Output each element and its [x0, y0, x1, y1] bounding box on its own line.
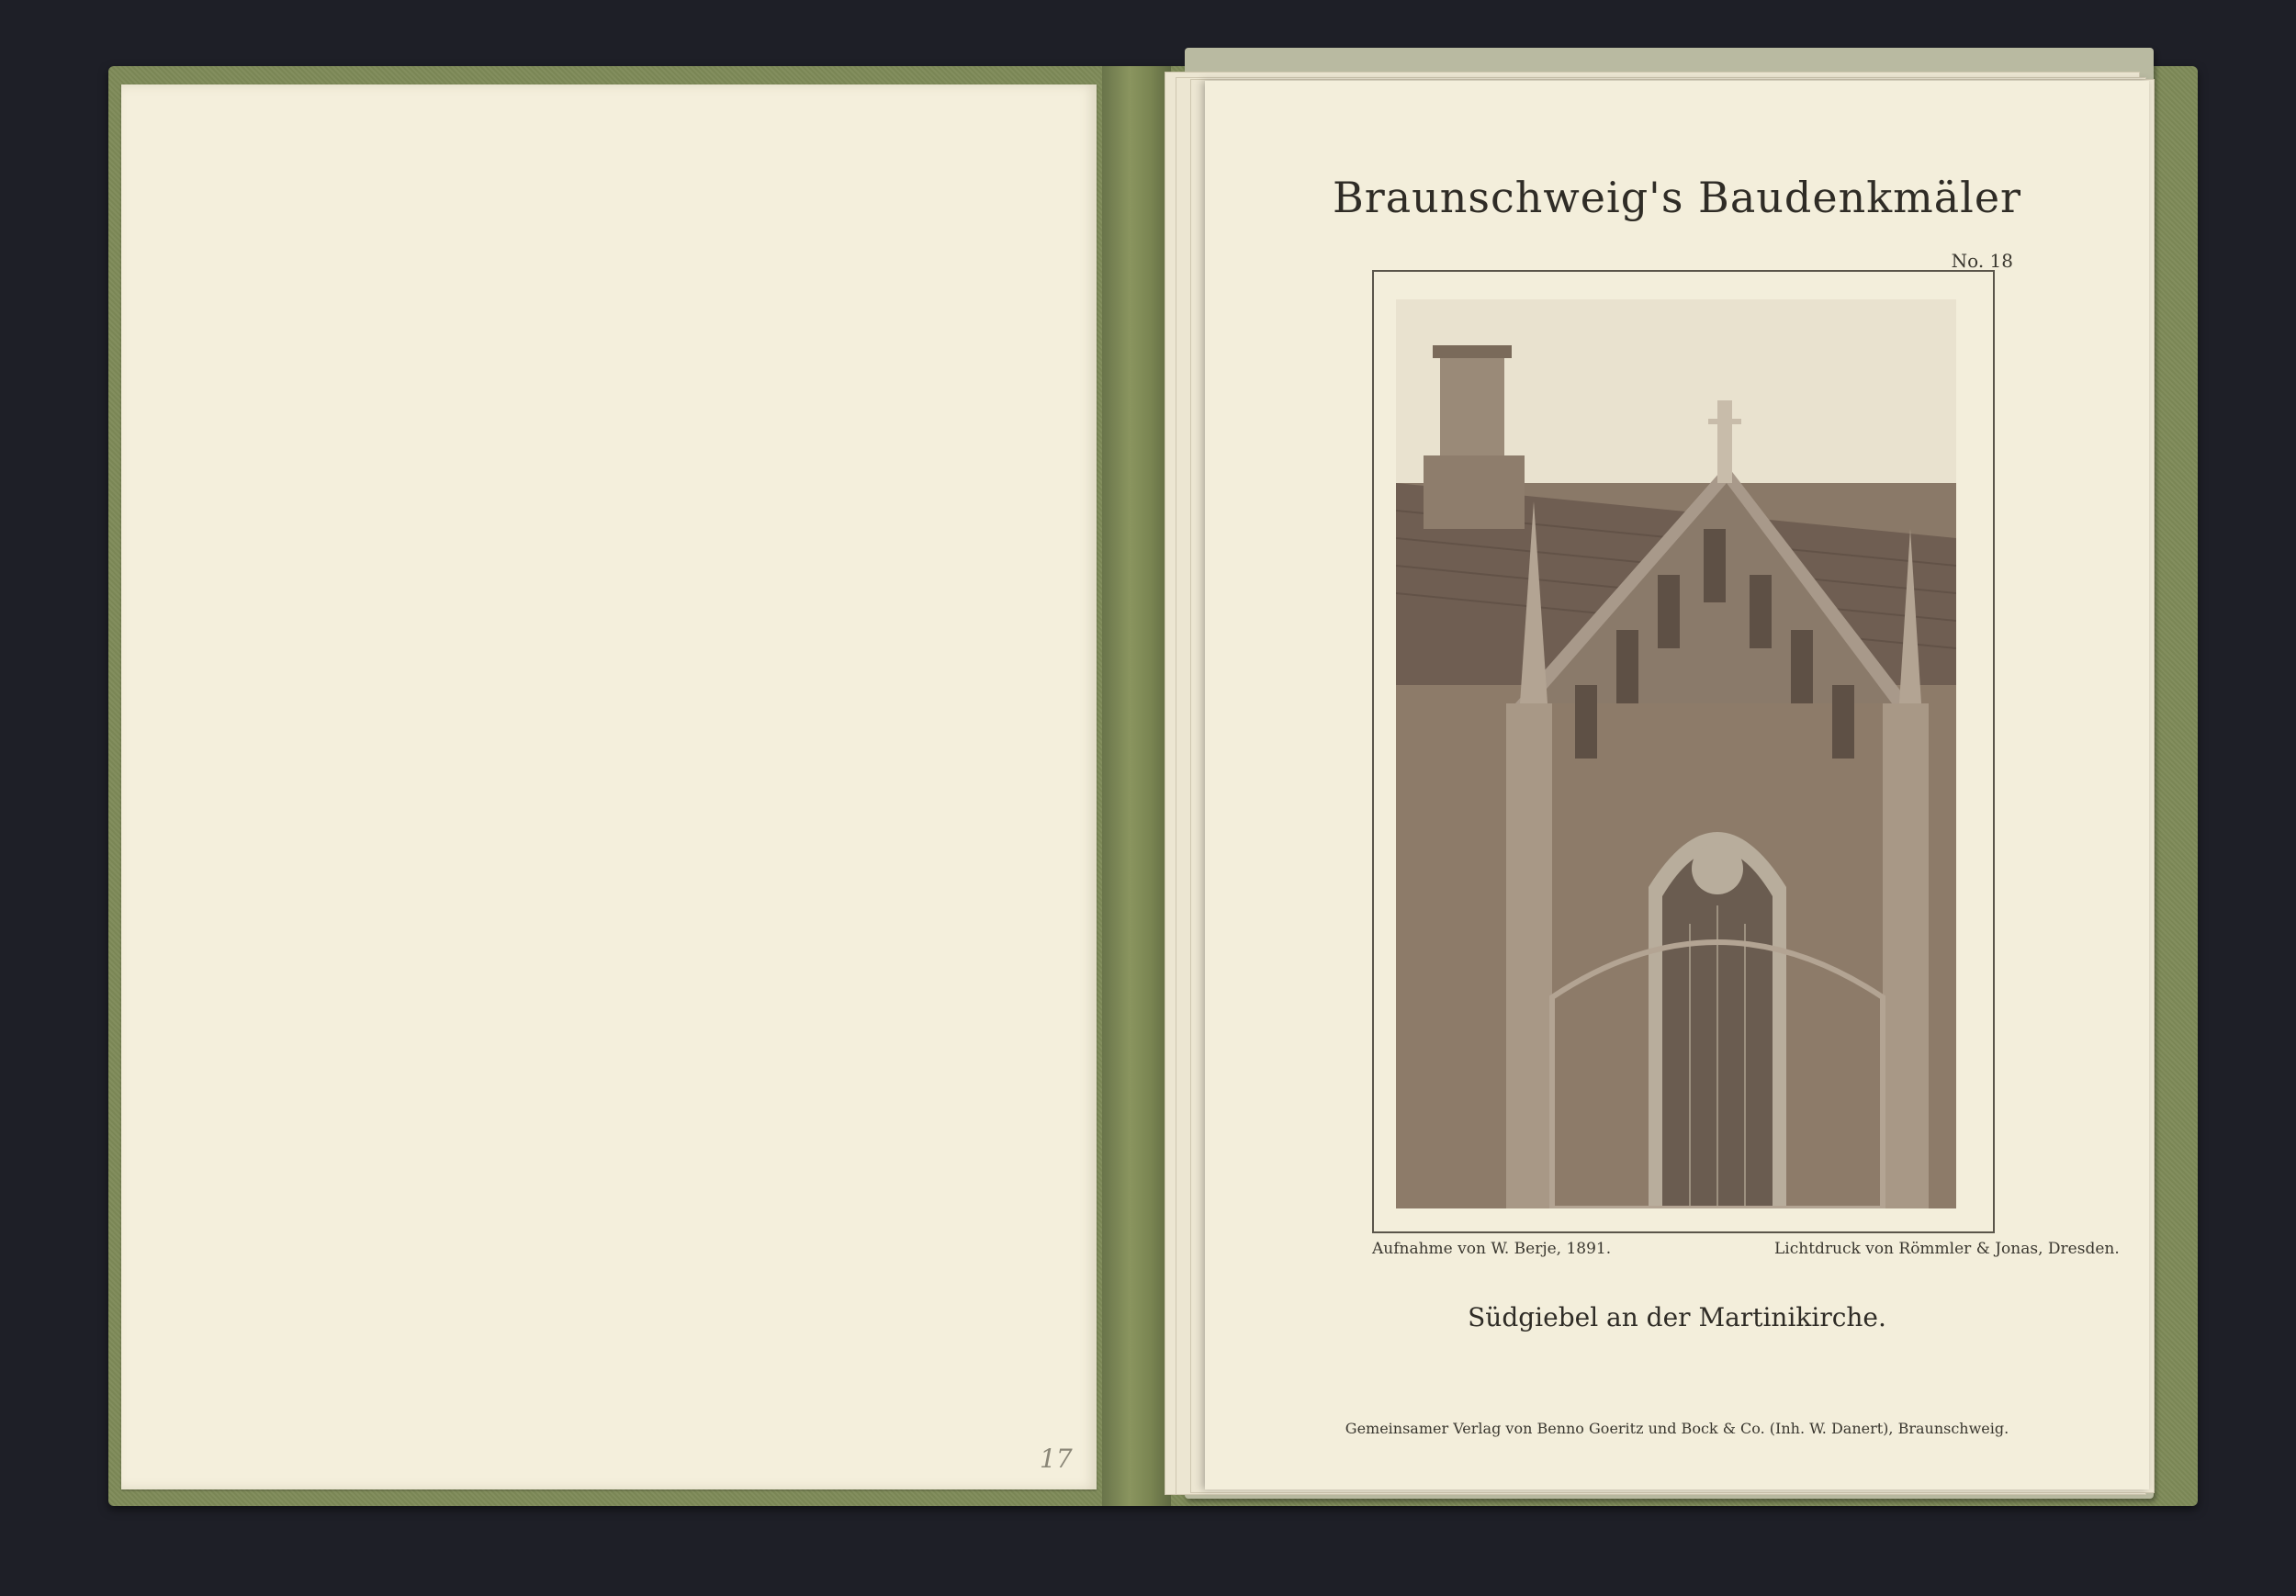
plate-number: No. 18 [1951, 250, 2013, 272]
left-page [121, 84, 1097, 1489]
church-gable-photo [1396, 299, 1956, 1208]
plate-frame [1372, 270, 1995, 1233]
plate-caption: Südgiebel an der Martinikirche. [1468, 1302, 1886, 1332]
publisher-line: Gemeinsamer Verlag von Benno Goeritz und Bock & Co. (Inh. W. Danert), Braunschweig. [1345, 1420, 2009, 1437]
print-credit: Lichtdruck von Römmler & Jonas, Dresden. [1774, 1240, 2120, 1258]
pencil-mark: 17 [1040, 1444, 1073, 1474]
right-page [1205, 81, 2149, 1489]
book-spine [1102, 66, 1171, 1506]
page-title: Braunschweig's Baudenkmäler [1332, 173, 2022, 222]
photo-credit: Aufnahme von W. Berje, 1891. [1372, 1240, 1612, 1258]
